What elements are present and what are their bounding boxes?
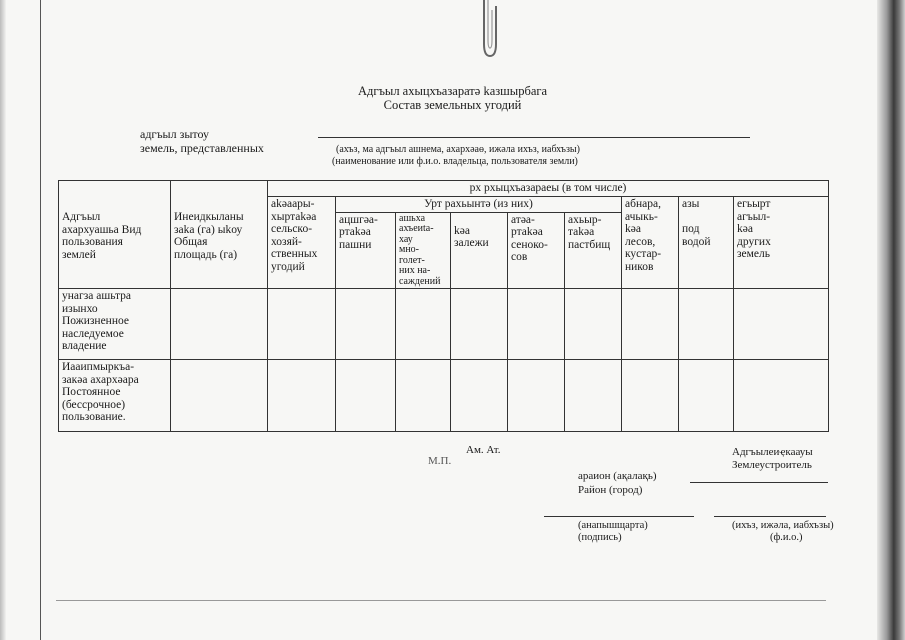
land-composition-table [58, 180, 829, 432]
header-pastures: ахьыр- таkәа пастбищ [565, 212, 622, 289]
bottom-scan-line [56, 600, 826, 601]
cell-agri [268, 289, 336, 360]
cell-fallow [451, 289, 508, 360]
header-hayfields: атәа- ртаkәа сеноко- сов [508, 212, 565, 289]
name-caption-russian: (ф.и.о.) [770, 532, 803, 543]
owner-name-line [318, 137, 750, 138]
full-name-line [714, 516, 826, 517]
district-label-abkhaz: араион (ақалақь) [578, 470, 657, 482]
name-caption-abkhaz: (ихъз, ижәла, иабхъзы) [732, 520, 834, 531]
intro-left-line2: земель, представленных [140, 141, 264, 155]
cell-agri [268, 360, 336, 432]
signature-caption-russian: (подпись) [578, 532, 622, 543]
land-surveyor-russian: Землеустроитель [732, 459, 812, 471]
cell-perennial [396, 360, 451, 432]
cell-forest [622, 289, 679, 360]
stamp-label-abkhaz: Ам. Ат. [466, 444, 501, 456]
cell-perennial [396, 289, 451, 360]
header-water: азы под водой [679, 197, 734, 289]
cell-other [734, 289, 829, 360]
header-forest: абнара, ачыкь- kәа лесов, кустар- ников [622, 197, 679, 289]
row-label-permanent-use: Иааипмыркъа- закәа ахархәара Постоянное (бессрочное) пользование. [59, 360, 171, 432]
cell-total [171, 289, 268, 360]
signature-line [544, 516, 694, 517]
header-other-land: егьырт агъыл- kәа других земель [734, 197, 829, 289]
district-label-russian: Район (город) [578, 484, 643, 496]
cell-fallow [451, 360, 508, 432]
cell-arable [336, 360, 396, 432]
row-label-lifetime-possession: унагза ашьтра изынхо Пожизненное наследуемое владение [59, 289, 171, 360]
cell-arable [336, 289, 396, 360]
cell-water [679, 289, 734, 360]
header-land-use-type: Адгъыл ахархуашьа Вид пользования землей [59, 181, 171, 289]
cell-pasture [565, 289, 622, 360]
cell-hay [508, 360, 565, 432]
cell-hay [508, 289, 565, 360]
cell-total [171, 360, 268, 432]
cell-water [679, 360, 734, 432]
header-including: рх рхыцхъазараеы (в том числе) [268, 181, 829, 197]
intro-caption-abkhaz: (ахъз, ма адгъыл ашнема, ахархәаө, ижәла ихъз, иабхъзы) [336, 144, 580, 155]
header-perennial: ашьха ахъеиtа- хау мно- голет- них на- саждений [396, 212, 451, 289]
cell-pasture [565, 360, 622, 432]
header-arable: ацшгәа- ртаkәа пашни [336, 212, 396, 289]
cell-forest [622, 360, 679, 432]
header-fallow: kәа залежи [451, 212, 508, 289]
cell-other [734, 360, 829, 432]
header-of-them: Урт рахьынтә (из них) [336, 197, 622, 213]
header-total-area: Инеидкыланы заka (га) ыkоу Общая площадь (га) [171, 181, 268, 289]
document-title-russian: Состав земельных угодий [383, 98, 522, 112]
header-agricultural: аkәаары- хыртаkәа сельско- хозяй- ственных угодий [268, 197, 336, 289]
intro-caption-russian: (наименование или ф.и.о. владельца, пользователя земли) [332, 156, 578, 167]
district-line [690, 482, 828, 483]
document-title-abkhaz: Адгъыл ахыцхъазаратә kазшырбага [357, 84, 548, 98]
signature-caption-abkhaz: (анапышщарта) [578, 520, 648, 531]
intro-left-line1: адгъыл зытоу [140, 127, 210, 141]
paperclip-icon [478, 0, 500, 62]
land-surveyor-abkhaz: Адгъылеиҿкаауы [732, 446, 813, 458]
stamp-label-russian: М.П. [428, 455, 452, 467]
